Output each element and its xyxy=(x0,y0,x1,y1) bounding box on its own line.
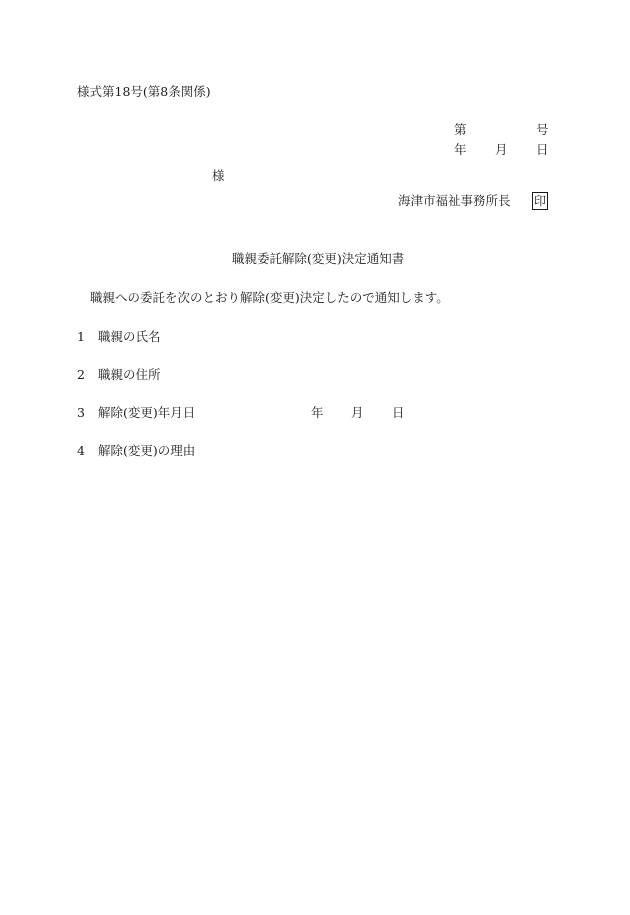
item-3-year: 年 xyxy=(311,405,324,420)
body-text: 職親への委託を次のとおり解除(変更)決定したので通知します。 xyxy=(90,290,449,305)
document-title: 職親委託解除(変更)決定通知書 xyxy=(232,251,405,266)
number-go: 号 xyxy=(536,122,549,137)
number-dai: 第 xyxy=(454,122,467,137)
item-3-number: 3 xyxy=(77,405,85,420)
addressee-suffix: 様 xyxy=(212,168,225,183)
form-number: 様式第18号(第8条関係) xyxy=(77,84,211,99)
item-2-number: 2 xyxy=(77,367,85,382)
item-1-number: 1 xyxy=(77,329,85,344)
item-2-label: 職親の住所 xyxy=(98,367,161,382)
item-1-label: 職親の氏名 xyxy=(98,329,161,344)
item-3-day: 日 xyxy=(392,405,405,420)
item-3-month: 月 xyxy=(351,405,364,420)
seal-mark: 印 xyxy=(534,194,547,208)
item-4-number: 4 xyxy=(77,443,85,458)
date-day: 日 xyxy=(536,142,549,157)
item-4-label: 解除(変更)の理由 xyxy=(98,443,196,458)
issuer-name: 海津市福祉事務所長 xyxy=(398,193,511,208)
date-month: 月 xyxy=(495,142,508,157)
date-year: 年 xyxy=(454,142,467,157)
item-3-label: 解除(変更)年月日 xyxy=(98,405,196,420)
